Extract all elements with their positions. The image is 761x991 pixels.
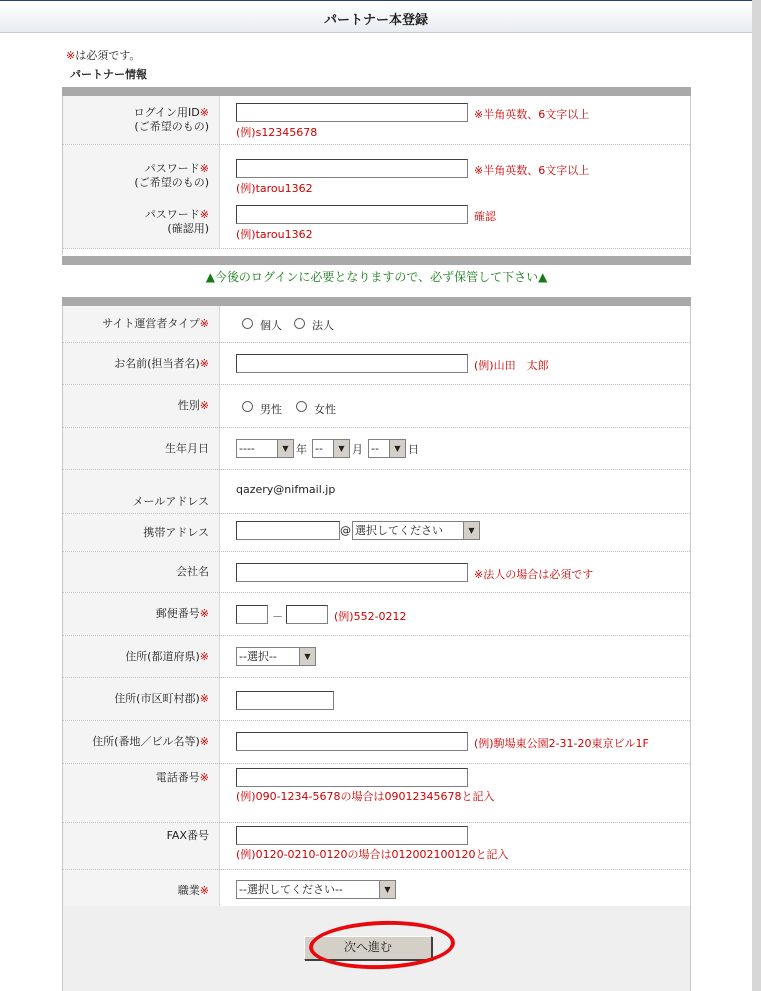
window-scroll-edge (752, 0, 761, 991)
gender-female-label: 女性 (314, 403, 336, 416)
job-label: 職業 (177, 883, 200, 897)
site-type-radio-corporate[interactable] (294, 318, 305, 329)
required-note (66, 47, 140, 63)
gender-male-label: 男性 (260, 403, 282, 416)
fax-label: FAX番号 (166, 829, 209, 842)
mobile-label: 携帯アドレス (143, 525, 209, 539)
page-title: パートナー本登録 (323, 13, 428, 28)
login-id-example: (例)s12345678 (236, 126, 318, 139)
gender-row: 性別※ 男性 女性 (63, 385, 690, 428)
required-note-text: は必須です。 (75, 49, 141, 62)
name-example: (例)山田 太郎 (474, 359, 549, 372)
zip-row: 郵便番号※ － (例)552-0212 (63, 593, 690, 636)
site-type-individual-label: 個人 (260, 319, 282, 332)
city-row: 住所(市区町村郡)※ (63, 678, 690, 721)
job-select[interactable]: --選択してください-- ▼ (236, 880, 396, 899)
prefecture-row: 住所(都道府県)※ --選択-- ▼ (63, 636, 690, 678)
birthdate-row (63, 428, 690, 470)
day-unit: 日 (408, 443, 419, 456)
email-label: メールアドレス (132, 495, 209, 508)
password-confirm-example: (例)tarou1362 (236, 228, 313, 241)
section-title: パートナー情報 (70, 68, 147, 81)
at-sign: @ (340, 524, 351, 537)
password-row (63, 145, 690, 249)
mobile-local-input[interactable] (236, 521, 340, 540)
password-example: (例)tarou1362 (236, 182, 313, 195)
zip-label: 郵便番号 (155, 607, 200, 620)
address-label: 住所(番地／ビル名等) (92, 735, 200, 748)
password-confirm-hint: 確認 (474, 210, 496, 223)
month-unit: 月 (352, 443, 363, 456)
prefecture-select[interactable]: --選択-- ▼ (236, 647, 316, 666)
email-row (63, 470, 690, 514)
keep-note: ▲今後のログインに必要となりますので、必ず保管して下さい▲ (205, 270, 548, 284)
phone-example: (例)090-1234-5678の場合は09012345678と記入 (236, 790, 495, 803)
zip-example: (例)552-0212 (334, 610, 407, 623)
job-row: 職業※ --選択してください-- ▼ (63, 870, 690, 912)
phone-label: 電話番号 (155, 771, 200, 784)
birthdate-label: 生年月日 (165, 441, 209, 455)
zip-first-input[interactable] (236, 605, 268, 624)
fax-row (63, 823, 690, 870)
prefecture-label: 住所(都道府県) (125, 649, 200, 663)
email-value: qazery@nifmail.jp (236, 483, 336, 496)
password-hint: ※半角英数、6文字以上 (474, 164, 590, 177)
company-label: 会社名 (176, 565, 209, 578)
address-input[interactable] (236, 732, 468, 751)
password-input[interactable] (236, 159, 468, 178)
zip-dash: － (272, 610, 283, 623)
year-unit: 年 (296, 443, 307, 456)
name-input[interactable] (236, 354, 468, 373)
company-row (63, 552, 690, 593)
login-id-input[interactable] (236, 103, 468, 122)
fax-example: (例)0120-0210-0120の場合は012002100120と記入 (236, 848, 509, 861)
fax-input[interactable] (236, 826, 468, 845)
table-bottom-bar (62, 256, 691, 265)
password-confirm-input[interactable] (236, 205, 468, 224)
city-input[interactable] (236, 691, 334, 710)
name-label: お名前(担当者名) (114, 356, 200, 370)
login-table (62, 96, 691, 255)
name-row: お名前(担当者名)※ (例)山田 太郎 (63, 343, 690, 385)
site-type-corporate-label: 法人 (312, 319, 334, 332)
page-header (0, 0, 752, 33)
partner-info-table (62, 306, 691, 912)
site-type-label: サイト運営者タイプ (102, 317, 200, 330)
gender-label: 性別 (177, 399, 200, 412)
birth-month-select[interactable]: -- ▼ (312, 439, 350, 458)
gender-radio-male[interactable] (242, 401, 253, 412)
main-table-top-bar (62, 297, 691, 306)
address-row: 住所(番地／ビル名等)※ (例)駒場東公園2-31-20東京ビル1F (63, 721, 690, 764)
site-type-radio-individual[interactable] (242, 318, 253, 329)
birth-year-select[interactable]: ---- ▼ (236, 439, 294, 458)
address-example: (例)駒場東公園2-31-20東京ビル1F (474, 737, 649, 750)
required-mark: ※ (66, 49, 76, 62)
birth-day-select[interactable]: -- ▼ (368, 439, 406, 458)
site-type-row: サイト運営者タイプ※ 個人 法人 (63, 306, 690, 343)
phone-input[interactable] (236, 768, 468, 787)
mobile-domain-select[interactable]: 選択してください ▼ (352, 521, 480, 540)
table-top-bar (62, 87, 691, 96)
next-button[interactable]: 次へ進む (304, 936, 432, 960)
login-id-label: ログイン用ID※ (ご希望のもの) (63, 96, 220, 144)
phone-row: 電話番号※ (例)090-1234-5678の場合は09012345678と記入 (63, 764, 690, 823)
company-hint: ※法人の場合は必須です (474, 568, 594, 581)
password-label: パスワード※ (ご希望のもの) パスワード※ (確認用) (63, 145, 220, 248)
zip-second-input[interactable] (286, 605, 328, 624)
city-label: 住所(市区町村郡) (114, 692, 200, 705)
login-id-row (63, 96, 690, 145)
gender-radio-female[interactable] (296, 401, 307, 412)
mobile-row (63, 514, 690, 552)
login-id-hint: ※半角英数、6文字以上 (474, 108, 590, 121)
company-input[interactable] (236, 563, 468, 582)
